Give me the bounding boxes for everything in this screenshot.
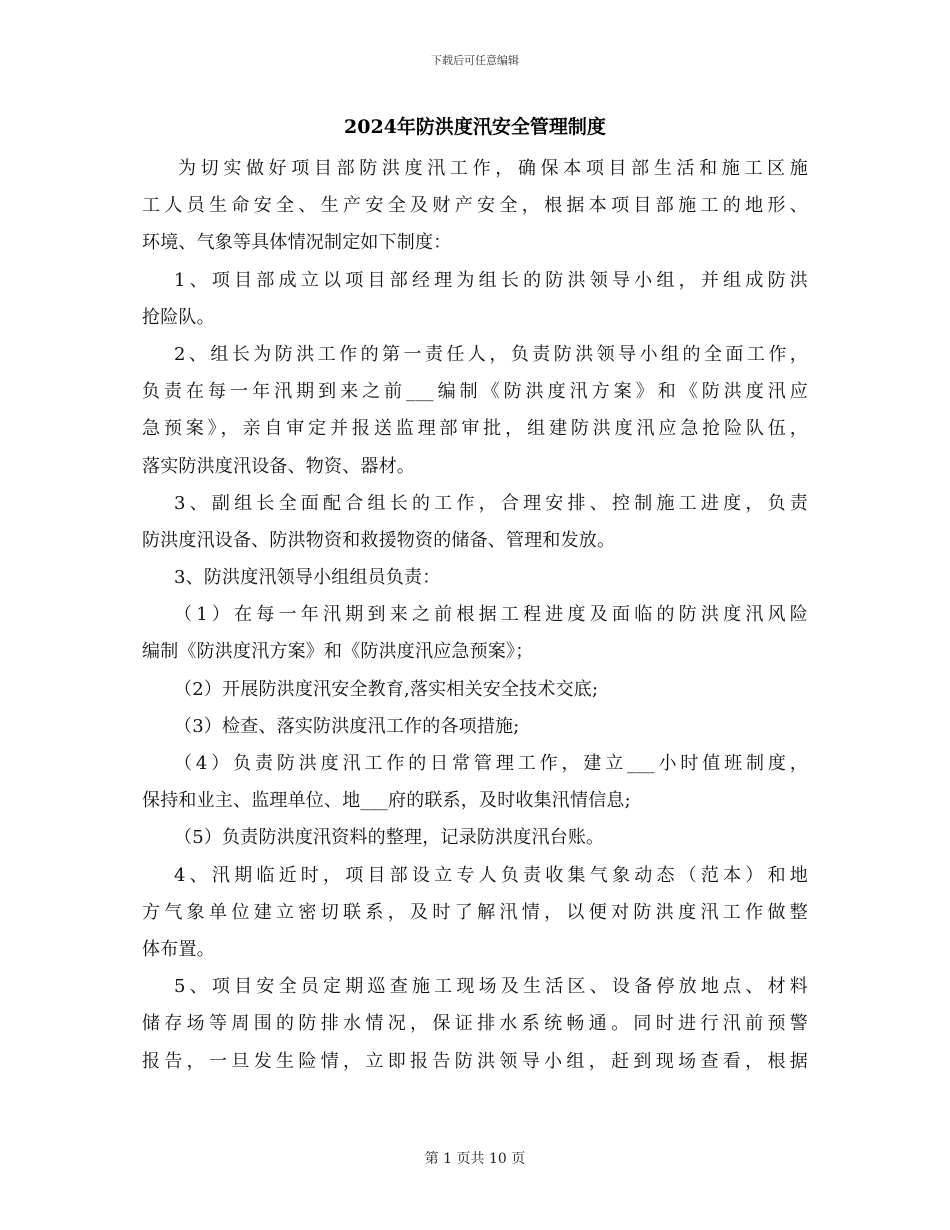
body-text-line: 储存场等周围的防排水情况，保证排水系统畅通。同时进行汛前预警 (142, 1013, 808, 1035)
body-text-line: 4、汛期临近时，项目部设立专人负责收集气象动态（范本）和地 (174, 864, 808, 886)
body-text-line: 体布置。 (142, 938, 215, 960)
body-text-line: （3）检查、落实防洪度汛工作的各项措施; (174, 715, 520, 737)
body-text-line: 工人员生命安全、生产安全及财产安全，根据本项目部施工的地形、 (142, 195, 808, 217)
body-text-line: 5、项目安全员定期巡查施工现场及生活区、设备停放地点、材料 (174, 976, 808, 998)
body-text-line: 1、项目部成立以项目部经理为组长的防洪领导小组，并组成防洪 (174, 269, 808, 291)
body-text-line: 3、副组长全面配合组长的工作，合理安排、控制施工进度，负责 (174, 492, 808, 514)
body-text-line: 为切实做好项目部防洪度汛工作，确保本项目部生活和施工区施 (178, 158, 808, 179)
page-footer: 第 1 页共 10 页 (424, 1151, 526, 1167)
body-text-line: （1）在每一年汛期到来之前根据工程进度及面临的防洪度汛风险 (174, 604, 808, 626)
body-text-line: 编制《防洪度汛方案》和《防洪度汛应急预案》； (142, 641, 534, 663)
body-text-line: 2、组长为防洪工作的第一责任人，负责防洪领导小组的全面工作， (174, 343, 808, 365)
page-header: 下载后可任意编辑 (431, 54, 519, 67)
body-text-line: 负责在每一年汛期到来之前___编制《防洪度汛方案》和《防洪度汛应 (142, 381, 808, 403)
body-text-line: （5）负责防洪度汛资料的整理，记录防洪度汛台账。 (174, 827, 605, 849)
document-body (142, 150, 808, 1080)
body-text-line: 急预案》，亲自审定并报送监理部审批，组建防洪度汛应急抢险队伍， (142, 418, 808, 440)
body-text-line: 报告，一旦发生险情，立即报告防洪领导小组，赶到现场查看，根据 (142, 1050, 808, 1072)
body-text-line: 3、防洪度汛领导小组组员负责： (174, 567, 441, 589)
body-text-line: 环境、气象等具体情况制定如下制度： (142, 232, 452, 254)
body-text-line: 保持和业主、监理单位、地___府的联系，及时收集汛情信息; (142, 790, 631, 812)
body-text-line: 防洪度汛设备、防洪物资和救援物资的储备、管理和发放。 (142, 529, 616, 551)
body-text-line: （2）开展防洪度汛安全教育,落实相关安全技术交底; (174, 678, 599, 700)
body-text-line: 落实防洪度汛设备、物资、器材。 (142, 455, 415, 477)
document-title: 2024年防洪度汛安全管理制度 (344, 116, 606, 138)
body-text-line: 抢险队。 (142, 306, 215, 328)
body-text-line: 方气象单位建立密切联系，及时了解汛情，以便对防洪度汛工作做整 (142, 901, 808, 923)
body-text-line: （4）负责防洪度汛工作的日常管理工作，建立___小时值班制度， (174, 753, 808, 774)
